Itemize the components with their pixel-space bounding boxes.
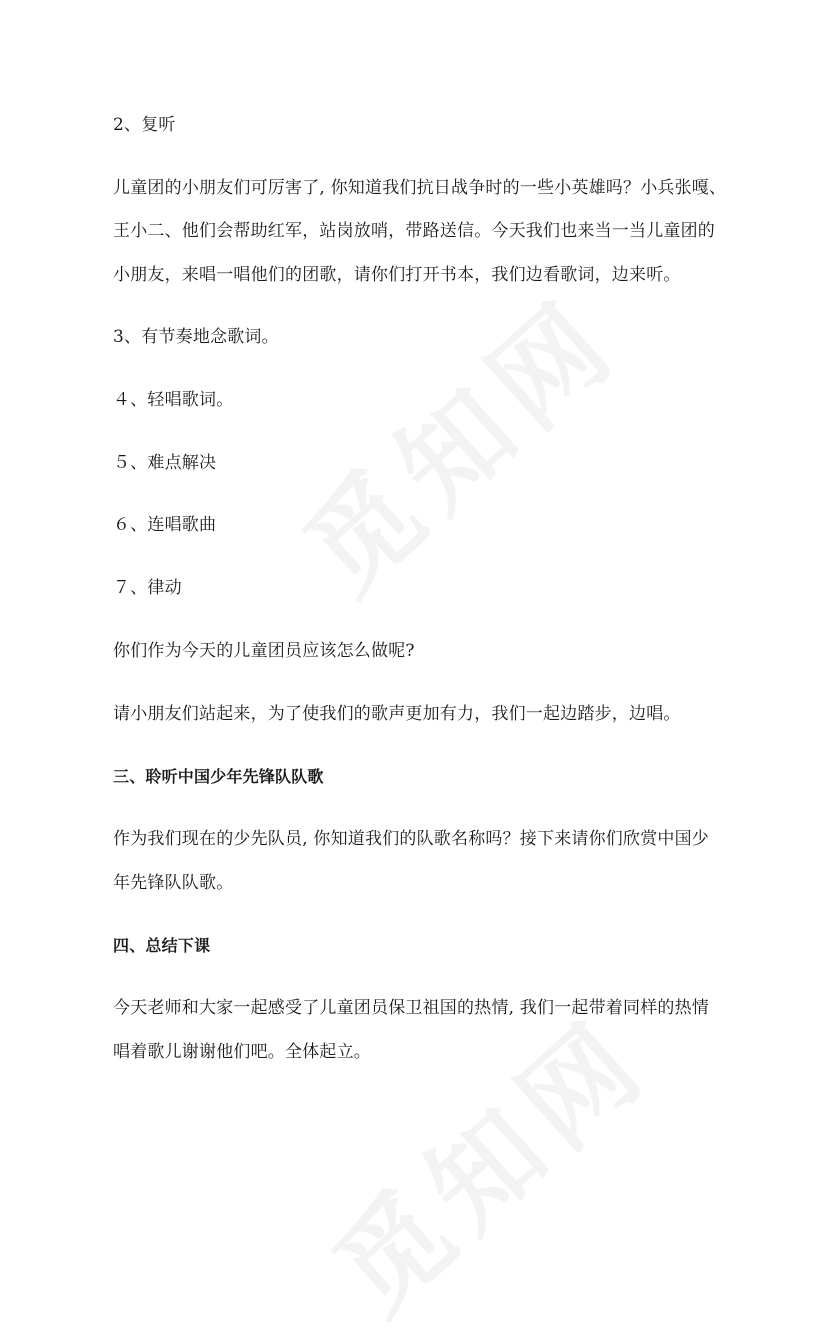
step-5-heading: ５、难点解决	[113, 453, 217, 473]
step-7-heading: ７、律动	[113, 578, 182, 598]
watermark	[265, 256, 647, 622]
paragraph-line: 唱着歌儿谢谢他们吧。全体起立。	[113, 1042, 371, 1062]
step-2-heading: 2、复听	[113, 115, 176, 135]
paragraph-line: 作为我们现在的少先队员, 你知道我们的队歌名称吗？接下来请你们欣赏中国少	[113, 829, 710, 849]
paragraph-line: 儿童团的小朋友们可厉害了, 你知道我们抗日战争时的一些小英雄吗？小兵张嘎、	[113, 178, 727, 198]
section-4-heading: 四、总结下课	[113, 936, 211, 955]
paragraph-line: 请小朋友们站起来，为了使我们的歌声更加有力，我们一起边踏步，边唱。	[113, 704, 681, 724]
paragraph-line: 小朋友，来唱一唱他们的团歌，请你们打开书本，我们边看歌词，边来听。	[113, 265, 681, 285]
step-4-heading: ４、轻唱歌词。	[113, 390, 234, 410]
paragraph-line: 王小二、他们会帮助红军，站岗放哨，带路送信。今天我们也来当一当儿童团的	[113, 221, 715, 241]
step-6-heading: ６、连唱歌曲	[113, 515, 217, 535]
paragraph-line: 今天老师和大家一起感受了儿童团员保卫祖国的热情, 我们一起带着同样的热情	[113, 998, 710, 1018]
section-3-heading: 三、聆听中国少年先锋队队歌	[113, 767, 324, 786]
paragraph-line: 年先锋队队歌。	[113, 873, 234, 893]
step-3-heading: 3、有节奏地念歌词。	[113, 327, 279, 347]
paragraph-line: 你们作为今天的儿童团员应该怎么做呢?	[113, 641, 415, 661]
watermark	[295, 976, 677, 1342]
